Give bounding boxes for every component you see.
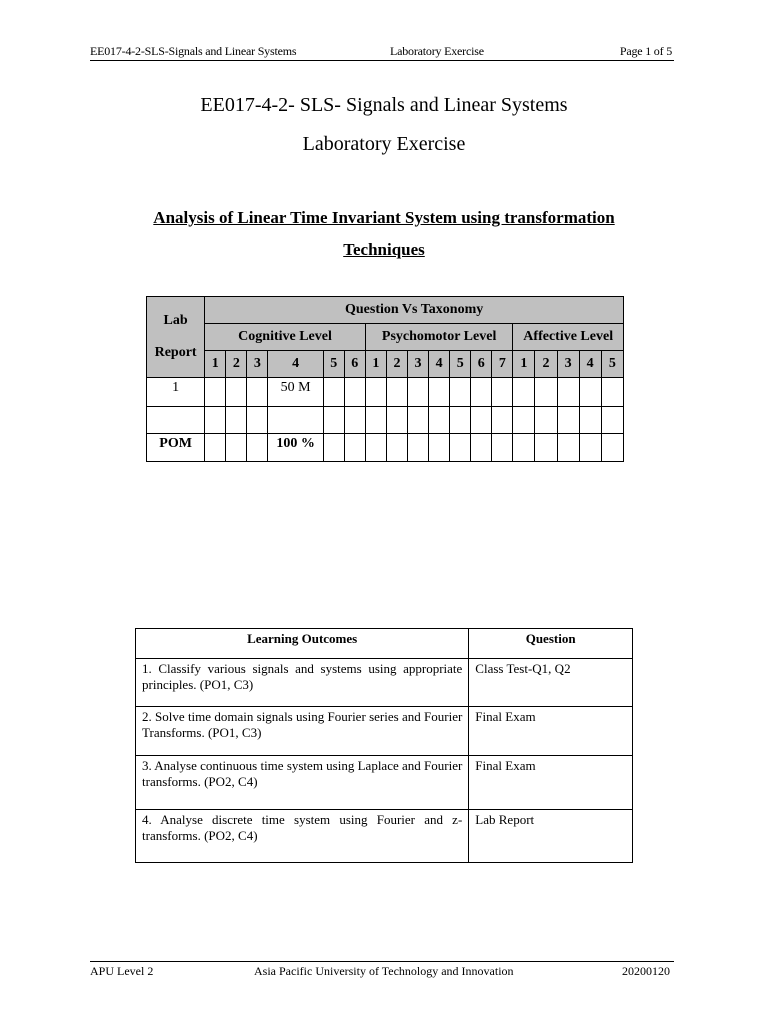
table-cell bbox=[535, 434, 557, 462]
document-title: EE017-4-2- SLS- Signals and Linear Systems bbox=[200, 94, 568, 116]
table-cell bbox=[247, 407, 268, 434]
question-text: Final Exam bbox=[469, 756, 633, 810]
psychomotor-level-header: Psychomotor Level bbox=[365, 324, 513, 351]
table-cell bbox=[579, 407, 601, 434]
table-cell bbox=[344, 434, 365, 462]
table-cell bbox=[557, 434, 579, 462]
table-cell bbox=[513, 378, 535, 407]
table-cell bbox=[323, 378, 344, 407]
outcome-text: 2. Solve time domain signals using Fourier series and Fourier Transforms. (PO1, C3) bbox=[136, 707, 469, 756]
table-cell bbox=[323, 407, 344, 434]
table-cell bbox=[535, 407, 557, 434]
lab-report-header bbox=[147, 297, 205, 378]
table-cell bbox=[471, 434, 492, 462]
table-cell bbox=[429, 407, 450, 434]
cognitive-4-value: 50 M bbox=[268, 378, 323, 407]
taxonomy-main-header: Question Vs Taxonomy bbox=[205, 297, 624, 324]
cognitive-level-number: 3 bbox=[247, 351, 268, 378]
table-cell bbox=[471, 378, 492, 407]
table-cell bbox=[365, 407, 386, 434]
lab-report-header-line2: Report bbox=[154, 345, 197, 360]
table-cell bbox=[205, 407, 226, 434]
table-cell bbox=[601, 434, 623, 462]
header-rule bbox=[90, 60, 674, 61]
document-subtitle: Laboratory Exercise bbox=[302, 133, 466, 155]
table-cell bbox=[365, 378, 386, 407]
table-cell bbox=[471, 407, 492, 434]
cognitive-level-number: 2 bbox=[226, 351, 247, 378]
header-course-code: EE017-4-2-SLS-Signals and Linear Systems bbox=[90, 44, 297, 58]
question-text: Final Exam bbox=[469, 707, 633, 756]
table-cell bbox=[365, 434, 386, 462]
affective-level-number: 4 bbox=[579, 351, 601, 378]
table-row bbox=[136, 756, 633, 810]
affective-level-number: 1 bbox=[513, 351, 535, 378]
table-cell bbox=[408, 378, 429, 407]
learning-outcomes-table bbox=[135, 628, 633, 863]
cognitive-level-number: 4 bbox=[268, 351, 323, 378]
affective-level-number: 5 bbox=[601, 351, 623, 378]
table-cell bbox=[205, 378, 226, 407]
table-cell bbox=[557, 407, 579, 434]
table-cell bbox=[323, 434, 344, 462]
table-cell bbox=[450, 407, 471, 434]
table-cell bbox=[408, 407, 429, 434]
footer-rule bbox=[90, 961, 674, 962]
footer-level: APU Level 2 bbox=[90, 964, 154, 978]
table-cell bbox=[601, 378, 623, 407]
table-row bbox=[136, 810, 633, 863]
psychomotor-level-number: 6 bbox=[471, 351, 492, 378]
table-cell bbox=[429, 378, 450, 407]
header-page-number: Page 1 of 5 bbox=[619, 44, 672, 58]
table-cell bbox=[601, 407, 623, 434]
cognitive-level-number: 5 bbox=[323, 351, 344, 378]
table-cell bbox=[450, 434, 471, 462]
exercise-title-line1: Analysis of Linear Time Invariant System using transformation bbox=[153, 208, 615, 227]
table-cell bbox=[226, 434, 247, 462]
footer-institution: Asia Pacific University of Technology and Innovation bbox=[254, 964, 514, 978]
table-row bbox=[147, 378, 624, 407]
cognitive-4-value bbox=[268, 407, 323, 434]
outcome-text: 4. Analyse discrete time system using Fourier and z-transforms. (PO2, C4) bbox=[136, 810, 469, 863]
affective-level-header: Affective Level bbox=[513, 324, 624, 351]
psychomotor-level-number: 2 bbox=[386, 351, 407, 378]
learning-outcomes-header: Learning Outcomes bbox=[136, 629, 469, 659]
table-cell bbox=[386, 434, 407, 462]
table-cell bbox=[429, 434, 450, 462]
table-cell bbox=[344, 407, 365, 434]
row-label: 1 bbox=[147, 378, 205, 407]
table-cell bbox=[386, 407, 407, 434]
outcome-text: 1. Classify various signals and systems using appropriate principles. (PO1, C3) bbox=[136, 659, 469, 707]
affective-level-number: 3 bbox=[557, 351, 579, 378]
table-cell bbox=[557, 378, 579, 407]
table-cell bbox=[579, 378, 601, 407]
affective-level-number: 2 bbox=[535, 351, 557, 378]
table-cell bbox=[492, 434, 513, 462]
table-row bbox=[147, 434, 624, 462]
lab-report-header-line1: Lab bbox=[163, 313, 188, 328]
table-cell bbox=[408, 434, 429, 462]
table-cell bbox=[386, 378, 407, 407]
table-cell bbox=[226, 378, 247, 407]
cognitive-level-header: Cognitive Level bbox=[205, 324, 366, 351]
cognitive-level-number: 1 bbox=[205, 351, 226, 378]
cognitive-level-number: 6 bbox=[344, 351, 365, 378]
row-label bbox=[147, 407, 205, 434]
table-cell bbox=[513, 434, 535, 462]
question-text: Class Test-Q1, Q2 bbox=[469, 659, 633, 707]
table-row bbox=[136, 659, 633, 707]
table-cell bbox=[247, 378, 268, 407]
table-cell bbox=[492, 378, 513, 407]
table-cell bbox=[513, 407, 535, 434]
table-cell bbox=[344, 378, 365, 407]
cognitive-4-value: 100 % bbox=[268, 434, 323, 462]
table-row bbox=[136, 707, 633, 756]
exercise-title bbox=[0, 202, 768, 266]
row-label: POM bbox=[147, 434, 205, 462]
psychomotor-level-number: 3 bbox=[408, 351, 429, 378]
table-cell bbox=[450, 378, 471, 407]
table-cell bbox=[247, 434, 268, 462]
table-row bbox=[147, 407, 624, 434]
question-text: Lab Report bbox=[469, 810, 633, 863]
question-header: Question bbox=[469, 629, 633, 659]
psychomotor-level-number: 5 bbox=[450, 351, 471, 378]
header-doc-type: Laboratory Exercise bbox=[390, 44, 484, 58]
psychomotor-level-number: 7 bbox=[492, 351, 513, 378]
table-cell bbox=[579, 434, 601, 462]
psychomotor-level-number: 4 bbox=[429, 351, 450, 378]
outcome-text: 3. Analyse continuous time system using Laplace and Fourier transforms. (PO2, C4) bbox=[136, 756, 469, 810]
taxonomy-table bbox=[146, 296, 624, 462]
psychomotor-level-number: 1 bbox=[365, 351, 386, 378]
table-cell bbox=[226, 407, 247, 434]
table-cell bbox=[205, 434, 226, 462]
table-cell bbox=[492, 407, 513, 434]
table-cell bbox=[535, 378, 557, 407]
footer-date-code: 20200120 bbox=[622, 964, 670, 978]
exercise-title-line2: Techniques bbox=[343, 240, 425, 259]
